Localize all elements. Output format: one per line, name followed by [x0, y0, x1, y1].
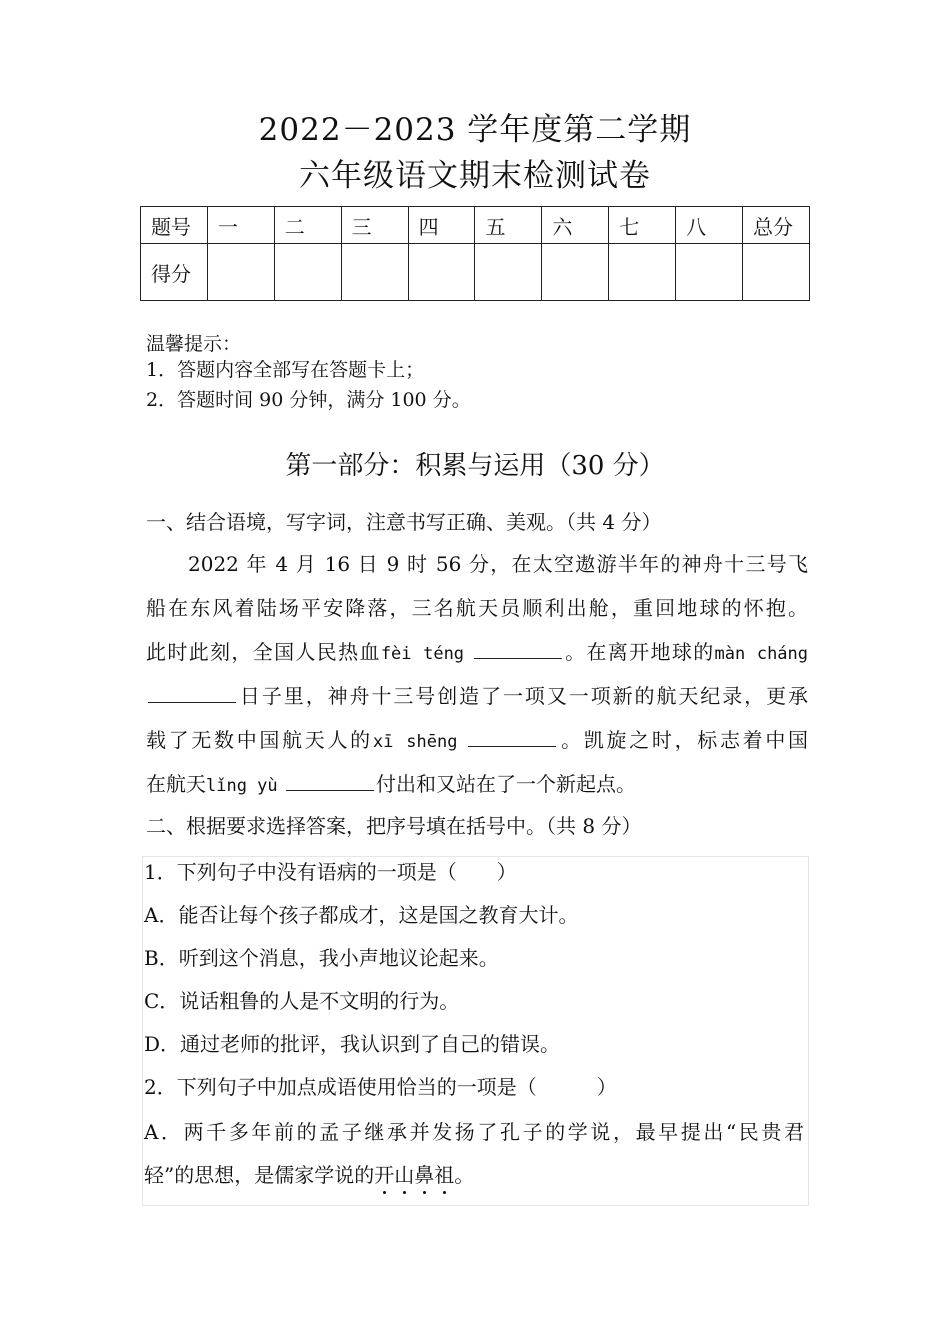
score-header-cell: 四: [408, 207, 475, 244]
tips-heading: 温馨提示：: [146, 333, 242, 355]
answer-blank[interactable]: [468, 728, 556, 747]
score-cell: [475, 244, 542, 301]
passage-line: [146, 680, 808, 709]
pinyin-prompt: fèi téng: [380, 644, 465, 664]
passage-line: [146, 636, 808, 665]
score-cell: [274, 244, 341, 301]
passage-line: 船在东风着陆场平安降落，三名航天员顺利出舱，重回地球的怀抱。: [146, 596, 808, 620]
option-a: A．两千多年前的孟子继承并发扬了孔子的学说，最早提出“民贵君: [144, 1120, 804, 1144]
passage-text: 载了无数中国航天人的: [146, 728, 373, 752]
option-c: C．说话粗鲁的人是不文明的行为。: [144, 989, 460, 1013]
score-header-cell: 六: [542, 207, 609, 244]
dotted-char: 开: [374, 1159, 394, 1188]
score-header-cell: 五: [475, 207, 542, 244]
option-d: D．通过老师的批评，我认识到了自己的错误。: [144, 1032, 561, 1056]
exam-title-line1: 2022－2023 学年度第二学期: [258, 112, 692, 148]
pinyin-prompt: xī shēng: [372, 732, 458, 752]
score-header-cell: 二: [274, 207, 341, 244]
score-cell: [609, 244, 676, 301]
question1-heading: 一、结合语境，写字词，注意书写正确、美观。（共 4 分）: [146, 510, 662, 534]
passage-line: [146, 768, 636, 797]
passage-text: 在航天: [146, 772, 206, 796]
score-cell: [408, 244, 475, 301]
score-table-score-row: [141, 244, 810, 301]
passage-text: 。在离开地球的: [563, 640, 715, 664]
score-cell: [207, 244, 274, 301]
question2-heading: 二、根据要求选择答案，把序号填在括号中。（共 8 分）: [146, 814, 642, 838]
pinyin-prompt: lǐng yù: [206, 776, 278, 796]
answer-blank[interactable]: [474, 640, 562, 659]
score-header-cell: 八: [676, 207, 743, 244]
answer-blank[interactable]: [148, 684, 236, 703]
score-table: [140, 206, 810, 301]
score-header-cell: 七: [609, 207, 676, 244]
exam-title-line2: 六年级语文期末检测试卷: [299, 158, 651, 194]
passage-line: 2022 年 4 月 16 日 9 时 56 分，在太空遨游半年的神舟十三号飞: [188, 552, 808, 576]
passage-text: 日子里，神舟十三号创造了一项又一项新的航天纪录，更承: [238, 684, 808, 708]
score-header-cell: 一: [207, 207, 274, 244]
sub-question-stem: 2．下列句子中加点成语使用恰当的一项是（ ）: [144, 1075, 617, 1099]
score-header-cell: 总分: [743, 207, 810, 244]
part1-heading: 第一部分：积累与运用（30 分）: [285, 451, 665, 481]
dotted-char: 祖: [434, 1159, 454, 1188]
option-text: 轻”的思想，是儒家学说的: [144, 1163, 375, 1187]
answer-blank[interactable]: [286, 772, 374, 791]
tip-item: 1．答题内容全部写在答题卡上；: [146, 359, 425, 381]
score-table-header-row: [141, 207, 810, 244]
dotted-char: 山: [394, 1159, 414, 1188]
score-row-label: 得分: [141, 244, 208, 301]
sub-question-stem: 1．下列句子中没有语病的一项是（ ）: [144, 860, 517, 884]
passage-text: 此时此刻，全国人民热血: [146, 640, 381, 664]
passage-text: 。凯旋之时，标志着中国: [558, 728, 809, 752]
passage-line: [146, 724, 808, 753]
option-a: A．能否让每个孩子都成才，这是国之教育大计。: [144, 903, 579, 927]
score-cell: [743, 244, 810, 301]
passage-text: 付出和又站在了一个新起点。: [376, 772, 637, 796]
score-cell: [542, 244, 609, 301]
option-a-continued: [144, 1159, 474, 1188]
pinyin-prompt: màn cháng: [714, 644, 809, 664]
score-header-cell: 三: [341, 207, 408, 244]
tip-item: 2．答题时间 90 分钟，满分 100 分。: [146, 389, 471, 411]
score-header-cell: 题号: [141, 207, 208, 244]
score-cell: [341, 244, 408, 301]
score-cell: [676, 244, 743, 301]
option-b: B．听到这个消息，我小声地议论起来。: [144, 946, 499, 970]
option-text: 。: [454, 1163, 475, 1187]
dotted-char: 鼻: [414, 1159, 434, 1188]
